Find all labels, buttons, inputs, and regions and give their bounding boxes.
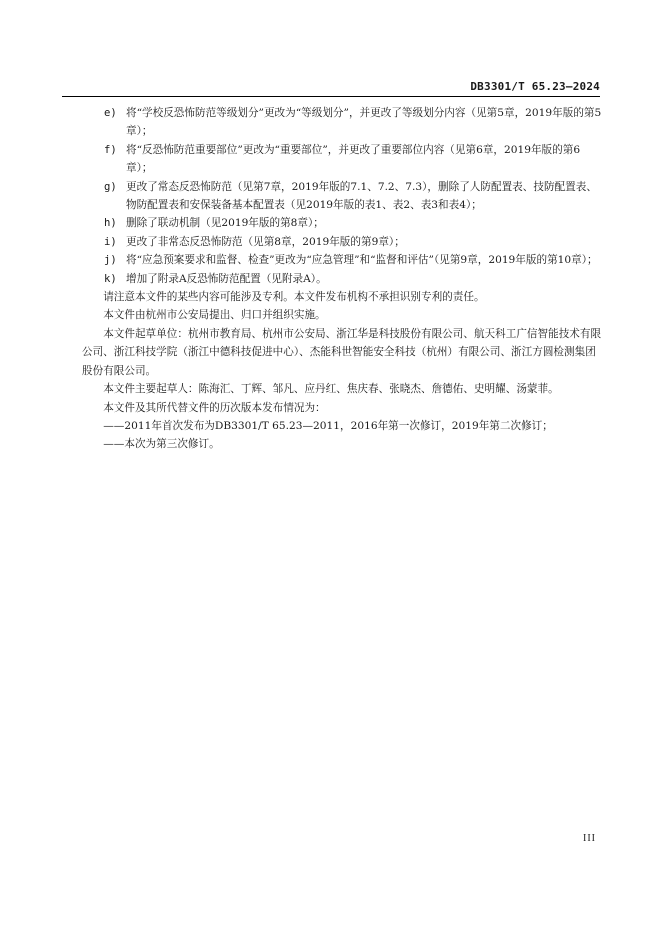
list-marker: e) — [104, 107, 117, 119]
change-item-h — [104, 214, 604, 232]
document-id: DB3301/T 65.23—2024 — [470, 80, 600, 93]
change-item-i — [104, 233, 604, 251]
change-item-g — [104, 178, 604, 215]
change-item-j — [104, 251, 604, 269]
change-text: 将“反恐怖防范重要部位”更改为“重要部位”，并更改了重要部位内容（见第6章，2019年版的第6章）； — [126, 143, 581, 175]
main-drafters: 本文件主要起草人：陈海汇、丁辉、邹凡、应丹红、焦庆春、张晓杰、詹德佑、史明耀、汤蒙菲。 — [103, 383, 559, 396]
patent-notice: 请注意本文件的某些内容可能涉及专利。本文件发布机构不承担识别专利的责任。 — [103, 291, 485, 304]
list-marker: j) — [104, 254, 117, 267]
change-text: 将“应急预案要求和监督、检查”更改为“应急管理”和“监督和评估”（见第9章，2019年版的第10章）； — [126, 254, 598, 267]
change-text: 更改了非常态反恐怖防范（见第8章，2019年版的第9章）； — [126, 235, 405, 248]
change-item-k — [104, 270, 604, 288]
change-text: 增加了附录A反恐怖防范配置（见附录A）。 — [126, 272, 327, 285]
change-text: 将“学校反恐怖防范等级划分”更改为“等级划分”，并更改了等级划分内容（见第5章，2019年版的第5章）； — [126, 107, 602, 138]
change-text: 删除了联动机制（见2019年版的第8章）； — [126, 217, 324, 230]
version-history-intro: 本文件及其所代替文件的历次版本发布情况为： — [103, 401, 326, 414]
list-marker: i) — [104, 235, 117, 248]
header-rule — [62, 96, 600, 97]
proposer-statement: 本文件由杭州市公安局提出、归口并组织实施。 — [103, 309, 326, 322]
list-marker: h) — [104, 217, 117, 230]
list-marker: g) — [104, 180, 117, 193]
change-text: 更改了常态反恐怖防范（见第7章，2019年版的7.1、7.2、7.3），删除了人防配置表、技防配置表、物防配置表和安保装备基本配置表（见2019年版的表1、表2、表3和表4）； — [126, 180, 597, 212]
list-marker: f) — [104, 143, 117, 156]
page-number: III — [583, 833, 596, 844]
version-history-item: ——本次为第三次修订。 — [103, 438, 220, 451]
list-marker: k) — [104, 272, 117, 285]
page-body — [82, 104, 604, 454]
change-item-e — [104, 104, 604, 141]
change-item-f — [104, 141, 604, 178]
version-history-item: ——2011年首次发布为DB3301/T 65.23—2011，2016年第一次修订，2019年第二次修订； — [103, 419, 553, 432]
drafting-units: 本文件起草单位：杭州市教育局、杭州市公安局、浙江华是科技股份有限公司、航天科工广信智能技术有限公司、浙江科技学院（浙江中德科技促进中心）、杰能科世智能安全科技（杭州）有限公司、浙江方圆检测集团股份有限公司。 — [82, 327, 602, 377]
